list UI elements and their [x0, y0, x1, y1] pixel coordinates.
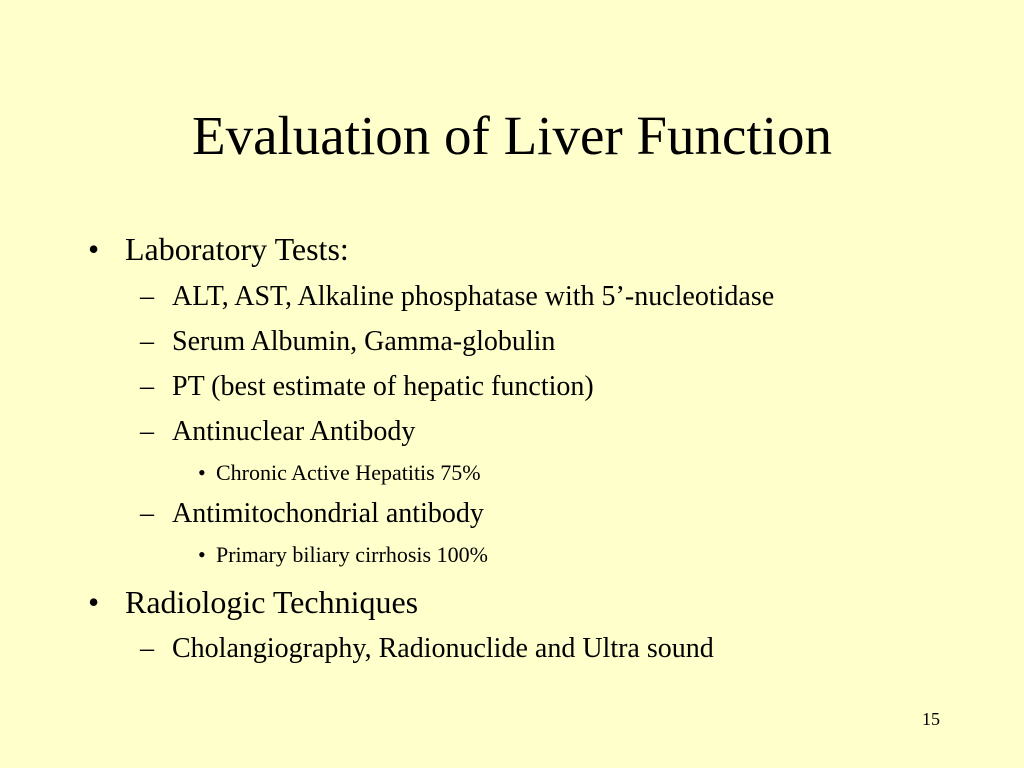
slide-number: 15 — [922, 709, 940, 729]
bullet-marker: • — [88, 584, 100, 620]
dash-marker: – — [140, 326, 154, 357]
sub-bullet-antimitochondrial-antibody: Antimitochondrial antibody — [172, 498, 484, 529]
dash-marker: – — [140, 498, 154, 529]
dash-marker: – — [140, 371, 154, 402]
sub-bullet-imaging-methods: Cholangiography, Radionuclide and Ultra sound — [172, 633, 714, 664]
bullet-radiologic-techniques: Radiologic Techniques — [125, 584, 419, 620]
sub-bullet-enzymes: ALT, AST, Alkaline phosphatase with 5’-nucleotidase — [172, 281, 775, 312]
bullet-marker: • — [198, 542, 206, 567]
dash-marker: – — [140, 416, 154, 447]
slide-title: Evaluation of Liver Function — [192, 105, 832, 166]
bullet-marker: • — [88, 231, 100, 267]
dash-marker: – — [140, 633, 154, 664]
sub-bullet-antinuclear-antibody: Antinuclear Antibody — [172, 416, 416, 447]
sub-bullet-pt: PT (best estimate of hepatic function) — [172, 371, 594, 402]
bullet-marker: • — [198, 460, 206, 485]
sub-sub-bullet-chronic-active-hepatitis: Chronic Active Hepatitis 75% — [216, 460, 481, 485]
sub-bullet-serum-albumin: Serum Albumin, Gamma-globulin — [172, 326, 556, 357]
sub-sub-bullet-primary-biliary-cirrhosis: Primary biliary cirrhosis 100% — [216, 542, 488, 567]
dash-marker: – — [140, 281, 154, 312]
bullet-laboratory-tests: Laboratory Tests: — [125, 231, 349, 267]
